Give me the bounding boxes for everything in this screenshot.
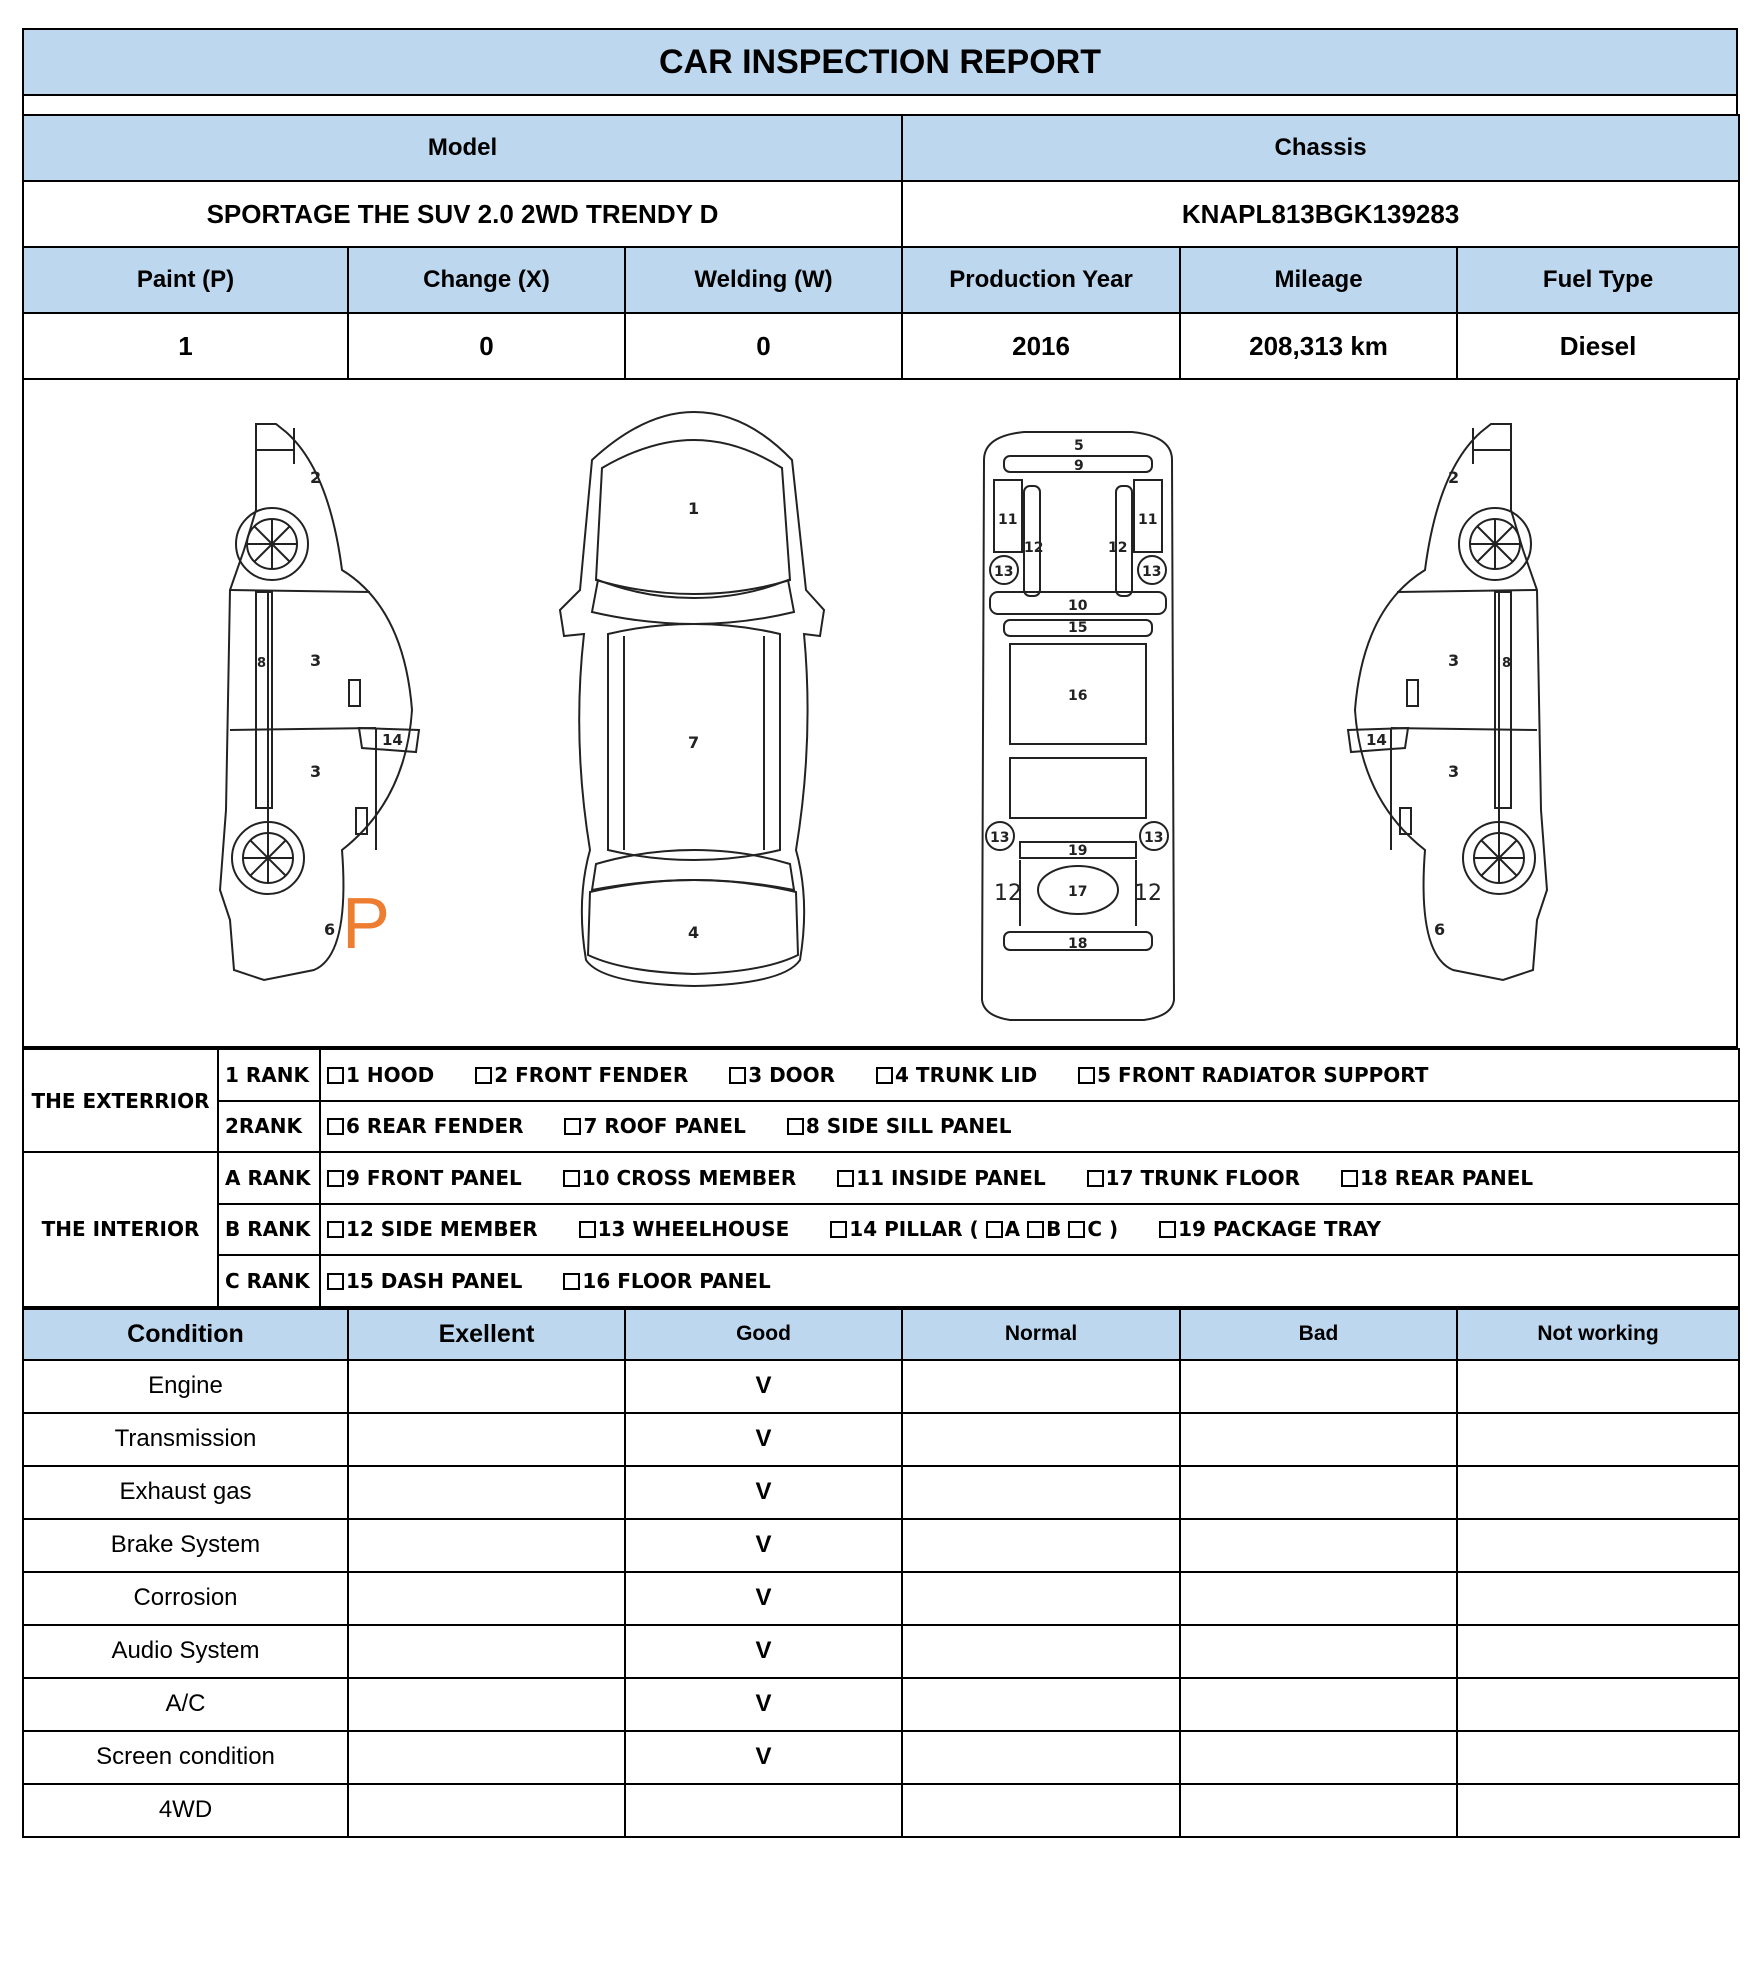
mark-cell <box>348 1625 625 1678</box>
mark-cell: V <box>625 1519 902 1572</box>
car-underbody-view <box>982 432 1174 1020</box>
normal-header: Normal <box>902 1309 1180 1360</box>
mark-cell <box>1180 1572 1457 1625</box>
under-label-13-rr: 13 <box>1144 830 1164 846</box>
fuel-type-header: Fuel Type <box>1457 247 1739 313</box>
condition-table <box>22 1308 1740 1838</box>
condition-item: 4WD <box>23 1784 348 1837</box>
right-label-6: 6 <box>1434 920 1446 939</box>
checkbox[interactable] <box>327 1273 344 1290</box>
production-year-value: 2016 <box>902 313 1180 379</box>
summary-value-row <box>23 313 1739 379</box>
chassis-value: KNAPL813BGK139283 <box>902 181 1739 247</box>
fuel-type-value: Diesel <box>1457 313 1739 379</box>
part-item: 4 TRUNK LID <box>876 1063 1037 1087</box>
part-item: 16 FLOOR PANEL <box>563 1269 770 1293</box>
exterior-group-label: THE EXTERRIOR <box>23 1049 218 1152</box>
part-item: 8 SIDE SILL PANEL <box>787 1114 1012 1138</box>
right-label-2: 2 <box>1448 468 1460 487</box>
condition-item: Screen condition <box>23 1731 348 1784</box>
parts-legend-table <box>22 1048 1740 1308</box>
condition-item: Engine <box>23 1360 348 1413</box>
pillar-b-checkbox[interactable] <box>1027 1221 1044 1238</box>
left-label-6: 6 <box>324 920 336 939</box>
mark-cell: V <box>625 1360 902 1413</box>
under-label-15: 15 <box>1068 620 1088 636</box>
part-item: 18 REAR PANEL <box>1341 1166 1533 1190</box>
rank-label: 2RANK <box>218 1101 320 1153</box>
condition-item: Brake System <box>23 1519 348 1572</box>
mark-cell <box>348 1519 625 1572</box>
mark-cell <box>1180 1413 1457 1466</box>
part-item: 5 FRONT RADIATOR SUPPORT <box>1078 1063 1428 1087</box>
rank-items <box>320 1049 1739 1101</box>
under-label-13-fr: 13 <box>1142 564 1162 580</box>
under-label-18: 18 <box>1068 936 1088 952</box>
title-spacer <box>22 96 1738 114</box>
welding-value: 0 <box>625 313 902 379</box>
condition-header-row <box>23 1309 1739 1360</box>
mark-cell <box>1180 1625 1457 1678</box>
report-title: CAR INSPECTION REPORT <box>22 28 1738 96</box>
mark-cell <box>1457 1572 1739 1625</box>
mark-cell: V <box>625 1625 902 1678</box>
part-item: 19 PACKAGE TRAY <box>1159 1217 1381 1241</box>
mark-cell <box>1180 1519 1457 1572</box>
right-label-8: 8 <box>1502 656 1512 671</box>
mark-cell <box>902 1731 1180 1784</box>
condition-item: Exhaust gas <box>23 1466 348 1519</box>
under-label-11-left: 11 <box>998 512 1018 528</box>
part-item: 3 DOOR <box>729 1063 835 1087</box>
checkbox[interactable] <box>327 1170 344 1187</box>
mark-cell <box>1457 1678 1739 1731</box>
not-working-header: Not working <box>1457 1309 1739 1360</box>
checkbox[interactable] <box>876 1067 893 1084</box>
part-item: 13 WHEELHOUSE <box>579 1217 790 1241</box>
under-label-5: 5 <box>1074 438 1084 454</box>
checkbox[interactable] <box>1159 1221 1176 1238</box>
mark-cell <box>625 1784 902 1837</box>
top-label-1: 1 <box>688 499 700 518</box>
mark-cell <box>348 1413 625 1466</box>
mark-cell <box>348 1360 625 1413</box>
mark-cell <box>1180 1731 1457 1784</box>
left-label-8: 8 <box>257 656 267 671</box>
rank-label: A RANK <box>218 1152 320 1204</box>
chassis-header: Chassis <box>902 115 1739 181</box>
under-label-19: 19 <box>1068 843 1088 859</box>
under-label-12-left: 12 <box>1024 540 1044 556</box>
checkbox[interactable] <box>327 1221 344 1238</box>
left-label-3-lower: 3 <box>310 762 322 781</box>
mark-cell <box>1457 1519 1739 1572</box>
summary-header-row <box>23 247 1739 313</box>
condition-row <box>23 1625 1739 1678</box>
checkbox[interactable] <box>830 1221 847 1238</box>
under-label-13-fl: 13 <box>994 564 1014 580</box>
mark-cell <box>1180 1678 1457 1731</box>
welding-header: Welding (W) <box>625 247 902 313</box>
mark-cell <box>902 1413 1180 1466</box>
good-header: Good <box>625 1309 902 1360</box>
rank-items <box>320 1152 1739 1204</box>
checkbox[interactable] <box>837 1170 854 1187</box>
mark-cell: V <box>625 1466 902 1519</box>
car-top-view <box>560 412 824 986</box>
condition-item: Transmission <box>23 1413 348 1466</box>
part-item: 2 FRONT FENDER <box>475 1063 688 1087</box>
under-label-13-rl: 13 <box>990 830 1010 846</box>
under-label-12-rr: 12 <box>1134 881 1162 906</box>
production-year-header: Production Year <box>902 247 1180 313</box>
mark-cell: V <box>625 1678 902 1731</box>
rank-label: B RANK <box>218 1204 320 1256</box>
mark-cell <box>902 1572 1180 1625</box>
part-item: 7 ROOF PANEL <box>564 1114 745 1138</box>
mark-cell <box>1457 1466 1739 1519</box>
checkbox[interactable] <box>729 1067 746 1084</box>
pillar-a-checkbox[interactable] <box>986 1221 1003 1238</box>
car-right-side-view <box>1348 424 1547 980</box>
checkbox[interactable] <box>787 1118 804 1135</box>
mark-cell <box>1457 1625 1739 1678</box>
checkbox[interactable] <box>327 1118 344 1135</box>
change-value: 0 <box>348 313 625 379</box>
mileage-header: Mileage <box>1180 247 1457 313</box>
under-label-12-rl: 12 <box>994 881 1022 906</box>
condition-row <box>23 1678 1739 1731</box>
condition-row <box>23 1519 1739 1572</box>
top-label-7: 7 <box>688 733 700 752</box>
left-label-3-upper: 3 <box>310 651 322 670</box>
mark-cell <box>902 1625 1180 1678</box>
right-label-14: 14 <box>1366 731 1387 749</box>
rank-label: 1 RANK <box>218 1049 320 1101</box>
condition-item: Corrosion <box>23 1572 348 1625</box>
condition-row <box>23 1731 1739 1784</box>
mileage-value: 208,313 km <box>1180 313 1457 379</box>
car-damage-diagram <box>22 380 1738 1048</box>
rank-items <box>320 1255 1739 1307</box>
paint-header: Paint (P) <box>23 247 348 313</box>
checkbox[interactable] <box>475 1067 492 1084</box>
mark-cell <box>1457 1784 1739 1837</box>
rank-items <box>320 1204 1739 1256</box>
checkbox[interactable] <box>579 1221 596 1238</box>
condition-item: Audio System <box>23 1625 348 1678</box>
model-header: Model <box>23 115 902 181</box>
mark-cell <box>1457 1360 1739 1413</box>
part-item: 15 DASH PANEL <box>327 1269 522 1293</box>
mark-cell <box>348 1731 625 1784</box>
mark-cell <box>1180 1360 1457 1413</box>
excellent-header: Exellent <box>348 1309 625 1360</box>
mark-cell <box>1457 1731 1739 1784</box>
vehicle-info-table <box>22 114 1740 380</box>
interior-group-label: THE INTERIOR <box>23 1152 218 1307</box>
mark-cell <box>348 1784 625 1837</box>
mark-cell <box>348 1466 625 1519</box>
mark-cell: V <box>625 1572 902 1625</box>
condition-item: A/C <box>23 1678 348 1731</box>
checkbox[interactable] <box>1341 1170 1358 1187</box>
mark-cell <box>348 1572 625 1625</box>
mark-cell <box>902 1519 1180 1572</box>
part-item-pillar: 14 PILLAR ( A B C ) <box>830 1217 1118 1241</box>
top-label-4: 4 <box>688 923 700 942</box>
part-item: 10 CROSS MEMBER <box>563 1166 797 1190</box>
checkbox[interactable] <box>327 1067 344 1084</box>
part-item: 12 SIDE MEMBER <box>327 1217 538 1241</box>
part-item: 9 FRONT PANEL <box>327 1166 522 1190</box>
under-label-17: 17 <box>1068 884 1088 900</box>
under-label-16: 16 <box>1068 688 1088 704</box>
condition-header: Condition <box>23 1309 348 1360</box>
inspection-report <box>22 28 1738 1838</box>
left-label-2: 2 <box>310 468 322 487</box>
checkbox[interactable] <box>563 1170 580 1187</box>
checkbox[interactable] <box>1087 1170 1104 1187</box>
model-value: SPORTAGE THE SUV 2.0 2WD TRENDY D <box>23 181 902 247</box>
under-label-10: 10 <box>1068 598 1088 614</box>
condition-row <box>23 1466 1739 1519</box>
car-left-side-view <box>220 424 419 980</box>
mark-cell <box>1180 1784 1457 1837</box>
change-header: Change (X) <box>348 247 625 313</box>
mark-cell: V <box>625 1731 902 1784</box>
mark-cell: V <box>625 1413 902 1466</box>
bad-header: Bad <box>1180 1309 1457 1360</box>
under-label-9: 9 <box>1074 458 1084 474</box>
mark-cell <box>1180 1466 1457 1519</box>
mark-cell <box>902 1678 1180 1731</box>
left-label-14: 14 <box>382 731 403 749</box>
condition-row <box>23 1413 1739 1466</box>
pillar-c-checkbox[interactable] <box>1068 1221 1085 1238</box>
part-item: 11 INSIDE PANEL <box>837 1166 1046 1190</box>
rank-label: C RANK <box>218 1255 320 1307</box>
checkbox[interactable] <box>1078 1067 1095 1084</box>
part-item: 1 HOOD <box>327 1063 434 1087</box>
paint-marker: P <box>342 884 391 964</box>
rank-items <box>320 1101 1739 1153</box>
mark-cell <box>902 1784 1180 1837</box>
mark-cell <box>902 1360 1180 1413</box>
right-label-3-lower: 3 <box>1448 762 1460 781</box>
mark-cell <box>348 1678 625 1731</box>
mark-cell <box>902 1466 1180 1519</box>
checkbox[interactable] <box>564 1118 581 1135</box>
under-label-11-right: 11 <box>1138 512 1158 528</box>
condition-row <box>23 1360 1739 1413</box>
right-label-3-upper: 3 <box>1448 651 1460 670</box>
part-item: 17 TRUNK FLOOR <box>1087 1166 1300 1190</box>
mark-cell <box>1457 1413 1739 1466</box>
condition-row <box>23 1572 1739 1625</box>
part-item: 6 REAR FENDER <box>327 1114 524 1138</box>
checkbox[interactable] <box>563 1273 580 1290</box>
under-label-12-right: 12 <box>1108 540 1128 556</box>
paint-value: 1 <box>23 313 348 379</box>
condition-row <box>23 1784 1739 1837</box>
